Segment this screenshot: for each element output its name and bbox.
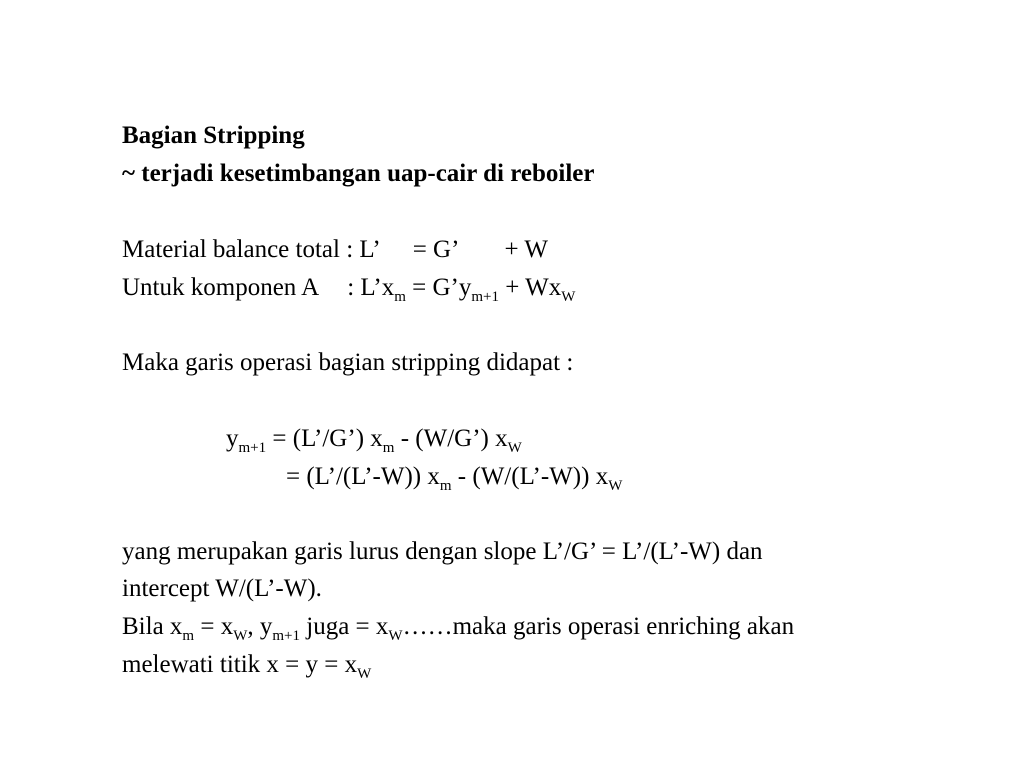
operating-line-intro: Maka garis operasi bagian stripping didapat :	[122, 349, 574, 376]
last-t1: melewati titik x = y = x	[122, 651, 358, 678]
material-balance-line	[122, 237, 548, 262]
component-balance-label: Untuk komponen A	[122, 274, 320, 301]
eq1-subscript-m1: m+1	[238, 440, 267, 456]
material-balance-lhs: L’	[359, 236, 381, 263]
bila-t4: juga = x	[300, 613, 389, 640]
material-balance-plus: + W	[504, 236, 548, 263]
bila-t2: = x	[194, 613, 234, 640]
bila-subscript-m1: m+1	[272, 628, 301, 644]
bila-t5: ……maka garis operasi enriching akan	[402, 613, 795, 640]
eq2-subscript-m: m	[439, 478, 452, 494]
eq2-part1: = (L’/(L’-W)) x	[286, 463, 440, 490]
eq1-part2: - (W/G’) x	[394, 425, 508, 452]
eq1-subscript-m: m	[382, 440, 395, 456]
slide-heading: Bagian Stripping	[122, 122, 305, 149]
eq2-subscript-w: W	[608, 478, 623, 494]
bila-subscript-m: m	[182, 628, 195, 644]
subscript-m1: m+1	[471, 289, 500, 305]
equation-2	[286, 463, 623, 494]
subscript-m: m	[394, 289, 406, 305]
eq1-part1: = (L’/G’) x	[266, 425, 383, 452]
component-balance-lhs: : L’x	[347, 274, 395, 301]
conclusion-line-3	[122, 613, 795, 644]
conclusion-line-4	[122, 651, 372, 682]
last-subscript-w: W	[357, 666, 372, 682]
bila-subscript-w2: W	[388, 628, 403, 644]
eq1-subscript-w: W	[507, 440, 522, 456]
bila-t1: Bila x	[122, 613, 183, 640]
bila-subscript-w: W	[233, 628, 248, 644]
equation-1	[226, 425, 522, 456]
material-balance-label: Material balance total :	[122, 236, 354, 263]
eq2-part2: - (W/(L’-W)) x	[451, 463, 609, 490]
eq1-y: y	[226, 425, 239, 452]
material-balance-eq: = G’	[412, 236, 460, 263]
subscript-w: W	[561, 289, 576, 305]
slide-subheading: ~ terjadi kesetimbangan uap-cair di reboiler	[122, 160, 595, 187]
bila-t3: , y	[247, 613, 273, 640]
conclusion-line-1: yang merupakan garis lurus dengan slope L’/G’ = L’/(L’-W) dan	[122, 538, 763, 565]
component-balance-line	[122, 274, 576, 305]
conclusion-line-2: intercept W/(L’-W).	[122, 575, 322, 602]
component-balance-plus: + Wx	[499, 274, 562, 301]
component-balance-mid: = G’y	[405, 274, 472, 301]
